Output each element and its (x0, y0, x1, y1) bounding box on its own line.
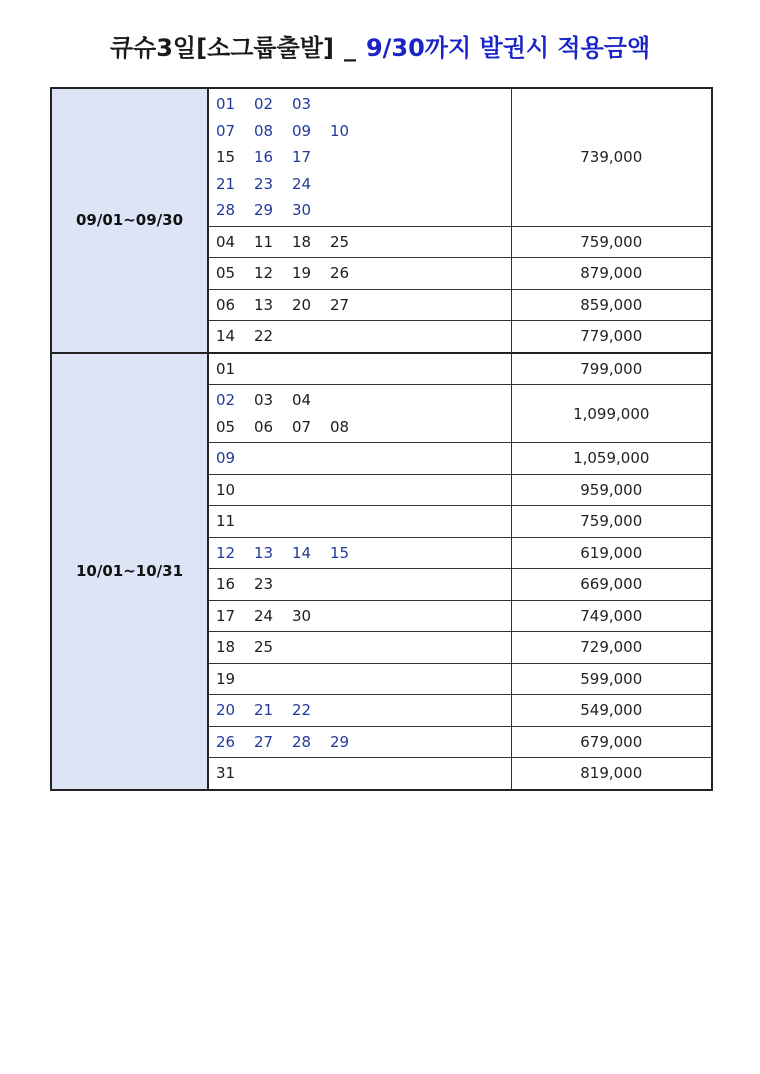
date-line (216, 666, 511, 693)
price-cell: 669,000 (511, 569, 712, 601)
date-line (216, 260, 511, 287)
price-cell: 599,000 (511, 663, 712, 695)
price-cell: 959,000 (511, 474, 712, 506)
departure-date: 07 (216, 121, 236, 140)
departure-date: 09 (292, 121, 312, 140)
date-line (216, 697, 511, 724)
period-cell: 09/01~09/30 (51, 88, 208, 353)
price-cell: 799,000 (511, 353, 712, 385)
departure-date: 22 (292, 701, 312, 719)
price-cell: 759,000 (511, 226, 712, 258)
departure-dates-cell (208, 353, 511, 385)
date-line (216, 603, 511, 630)
departure-date: 27 (330, 295, 350, 314)
date-line (216, 171, 511, 198)
price-cell: 879,000 (511, 258, 712, 290)
departure-date: 08 (254, 121, 274, 140)
departure-dates-cell (208, 443, 511, 475)
departure-dates-cell (208, 226, 511, 258)
price-cell: 749,000 (511, 600, 712, 632)
price-table-body (51, 88, 712, 790)
departure-date: 29 (330, 732, 350, 751)
departure-date: 04 (216, 232, 236, 251)
departure-dates-cell (208, 385, 511, 443)
departure-date: 23 (254, 174, 274, 193)
departure-date: 05 (216, 417, 236, 436)
departure-date: 11 (254, 232, 274, 251)
departure-date: 24 (292, 174, 312, 193)
period-cell: 10/01~10/31 (51, 353, 208, 790)
departure-date: 08 (330, 417, 350, 436)
departure-date: 12 (254, 264, 274, 282)
departure-date: 02 (254, 95, 274, 113)
title-separator: _ (343, 34, 356, 62)
departure-dates-cell (208, 758, 511, 790)
departure-dates-cell (208, 600, 511, 632)
departure-date: 26 (330, 264, 350, 282)
departure-date: 25 (254, 638, 274, 656)
departure-date: 17 (216, 606, 236, 625)
price-cell: 739,000 (511, 88, 712, 226)
date-line (216, 634, 511, 661)
price-cell: 729,000 (511, 632, 712, 664)
departure-date: 16 (254, 148, 274, 166)
departure-date: 17 (292, 148, 312, 166)
price-table (50, 87, 713, 791)
date-line (216, 292, 511, 319)
date-line (216, 387, 511, 414)
page-title (0, 28, 760, 63)
date-line (216, 477, 511, 504)
departure-date: 28 (216, 201, 236, 219)
departure-date: 19 (216, 669, 236, 688)
departure-date: 03 (254, 391, 274, 409)
departure-dates-cell (208, 88, 511, 226)
departure-date: 23 (254, 575, 274, 593)
departure-date: 30 (292, 201, 312, 219)
departure-dates-cell (208, 632, 511, 664)
departure-date: 21 (216, 174, 236, 193)
departure-dates-cell (208, 506, 511, 538)
departure-dates-cell (208, 569, 511, 601)
departure-date: 30 (292, 606, 312, 625)
date-line (216, 144, 511, 171)
departure-date: 13 (254, 295, 274, 314)
date-line (216, 571, 511, 598)
departure-dates-cell (208, 695, 511, 727)
departure-date: 01 (216, 359, 236, 378)
departure-dates-cell (208, 258, 511, 290)
departure-date: 06 (254, 417, 274, 436)
departure-date: 19 (292, 264, 312, 282)
departure-date: 11 (216, 512, 236, 530)
price-cell: 1,099,000 (511, 385, 712, 443)
price-cell: 819,000 (511, 758, 712, 790)
table-row (51, 88, 712, 226)
departure-dates-cell (208, 726, 511, 758)
date-line (216, 229, 511, 256)
departure-date: 24 (254, 606, 274, 625)
date-line (216, 760, 511, 787)
date-line (216, 323, 511, 350)
departure-date: 26 (216, 732, 236, 751)
departure-date: 20 (216, 701, 236, 719)
departure-date: 18 (292, 232, 312, 251)
date-line (216, 197, 511, 224)
departure-dates-cell (208, 537, 511, 569)
departure-date: 25 (330, 232, 350, 251)
departure-date: 29 (254, 201, 274, 219)
departure-dates-cell (208, 474, 511, 506)
price-cell: 1,059,000 (511, 443, 712, 475)
date-line (216, 118, 511, 145)
departure-date: 16 (216, 575, 236, 593)
departure-date: 15 (216, 148, 236, 166)
departure-date: 05 (216, 264, 236, 282)
departure-date: 01 (216, 95, 236, 113)
departure-date: 20 (292, 295, 312, 314)
departure-dates-cell (208, 289, 511, 321)
title-ticketing-deadline: 9/30까지 발권시 적용금액 (365, 34, 651, 62)
date-line (216, 356, 511, 383)
departure-date: 02 (216, 391, 236, 409)
departure-date: 18 (216, 638, 236, 656)
departure-date: 10 (216, 480, 236, 499)
departure-date: 14 (292, 543, 312, 562)
departure-date: 27 (254, 732, 274, 751)
price-cell: 679,000 (511, 726, 712, 758)
date-line (216, 508, 511, 535)
departure-date: 14 (216, 327, 236, 345)
departure-date: 13 (254, 543, 274, 562)
departure-date: 10 (330, 121, 350, 140)
table-row (51, 353, 712, 385)
title-product: 큐슈3일[소그룹출발] (109, 34, 334, 62)
date-line (216, 729, 511, 756)
price-cell: 859,000 (511, 289, 712, 321)
departure-date: 09 (216, 449, 236, 467)
departure-date: 07 (292, 417, 312, 436)
price-cell: 549,000 (511, 695, 712, 727)
departure-dates-cell (208, 321, 511, 353)
departure-dates-cell (208, 663, 511, 695)
departure-date: 15 (330, 543, 350, 562)
date-line (216, 445, 511, 472)
departure-date: 06 (216, 295, 236, 314)
departure-date: 22 (254, 327, 274, 345)
departure-date: 12 (216, 543, 236, 562)
date-line (216, 91, 511, 118)
departure-date: 03 (292, 95, 312, 113)
price-cell: 779,000 (511, 321, 712, 353)
departure-date: 21 (254, 701, 274, 719)
date-line (216, 414, 511, 441)
price-cell: 759,000 (511, 506, 712, 538)
departure-date: 04 (292, 391, 312, 409)
date-line (216, 540, 511, 567)
departure-date: 28 (292, 732, 312, 751)
price-cell: 619,000 (511, 537, 712, 569)
departure-date: 31 (216, 764, 236, 782)
